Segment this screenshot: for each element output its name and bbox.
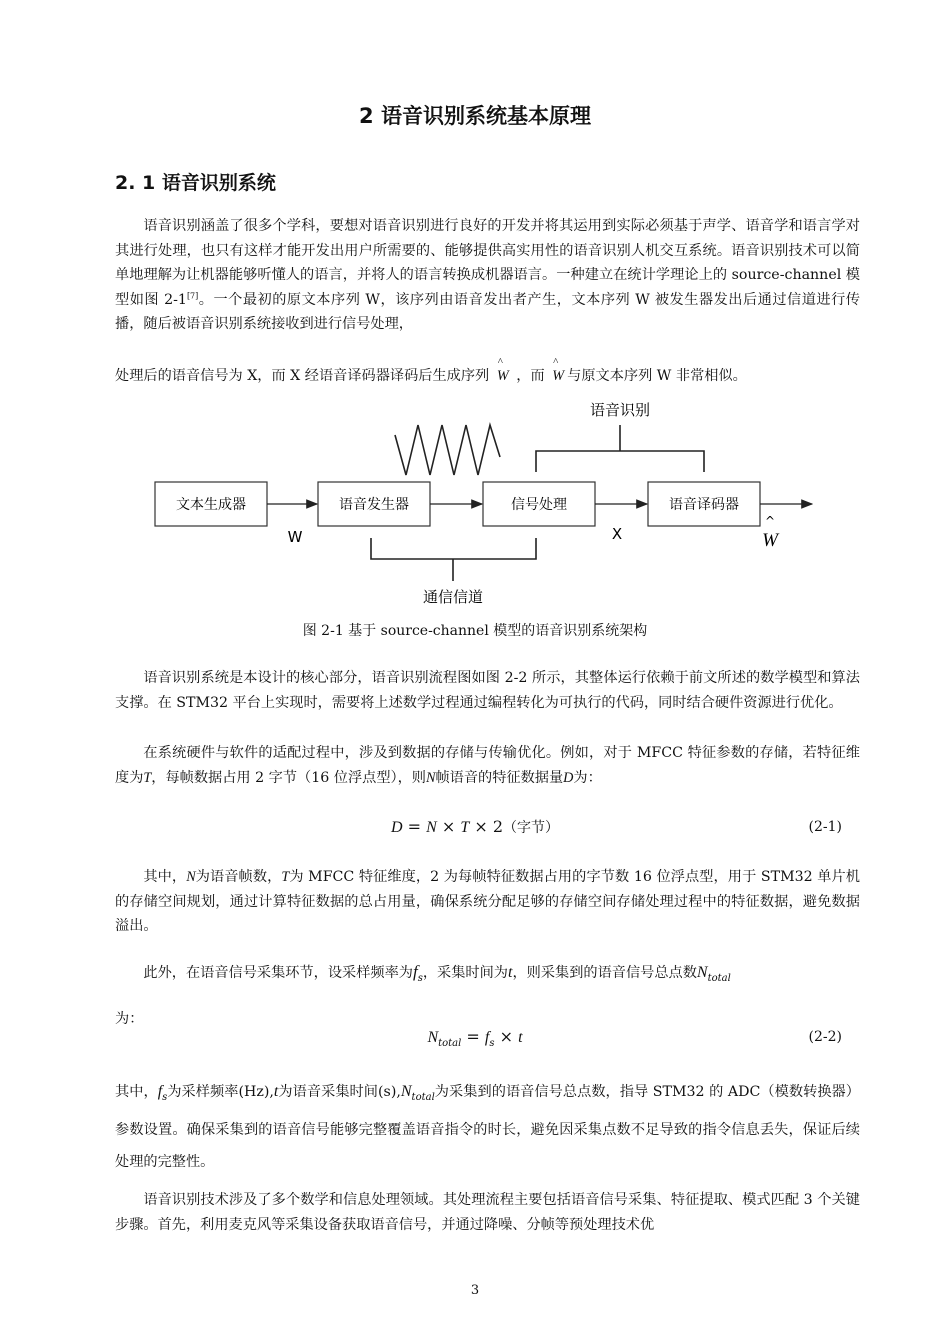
p3-text-c: 帧语音的特征数据量	[435, 769, 564, 786]
noise-zigzag	[395, 425, 500, 475]
p3-text-a: 在系统硬件与软件的适配过程中，涉及到数据的存储与传输优化。例如，对于 MFCC 特征参数的存储，若特征维度为	[115, 745, 860, 786]
p6-var-f: f	[157, 1083, 163, 1100]
intro-last-c: 与原文本序列 W 非常相似。	[567, 368, 747, 384]
p5-var-f: f	[412, 962, 418, 981]
paragraph-system-core: 语音识别系统是本设计的核心部分，语音识别流程图如图 2-2 所示，其整体运行依赖于前文所述的数学模型和算法支撑。在 STM32 平台上实现时，需要将上述数学过程通过编程转化为可执行的代码，同时结合硬件资源进行优化。	[115, 670, 860, 711]
bracket-top-label: 语音识别	[589, 401, 651, 419]
paragraph-intro	[115, 214, 860, 337]
paragraph-intro-last-line	[115, 356, 860, 389]
var-d: D	[563, 769, 574, 786]
p5-text-a: 此外，在语音信号采集环节，设采样频率为	[143, 965, 413, 981]
label-out-w: W	[762, 530, 778, 551]
intro-last-a: 处理后的语音信号为 X，而 X 经语音译码器译码后生成序列	[115, 368, 490, 384]
w-hat-symbol	[494, 356, 512, 389]
paragraph-tech-overview: 语音识别技术涉及了多个数学和信息处理领域。其处理流程主要包括语音信号采集、特征提取、模式匹配 3 个关键步骤。首先，利用麦克风等采集设备获取语音信号，并通过降噪、分帧等预处理技术优	[115, 1192, 860, 1233]
w-symbol: W	[496, 368, 509, 384]
bracket-bottom	[371, 538, 536, 559]
equation-2-1-number: (2-1)	[808, 819, 842, 835]
eq2-n: N	[427, 1029, 439, 1046]
figure-caption: 图 2-1 基于 source-channel 模型的语音识别系统架构	[302, 623, 648, 639]
p4-text-c: 为 MFCC 特征维度，2 为每帧特征数据占用的字节数 16 位浮点型，用于 STM32 单片机的存储空间规划，通过计算特征数据的总占用量，确保系统分配足够的存储空间存储处理过程中的特征数据，避免数据溢出。	[115, 869, 860, 934]
p5-sub-total: total	[707, 972, 731, 984]
intro-text-a: 语音识别涵盖了很多个学科，要想对语音识别进行良好的开发并将其运用到实际必须基于声学、语音学和语言学对其进行处理，也只有这样才能开发出用户所需要的、能够提供高实用性的语音识别人机交互系统。语音识别技术可以简单地理解为让机器能够听懂人的语言，并将人的语言转换成机器语言。一种建立在统计学理论上的 source-channel 模型如图 2-1	[115, 218, 860, 308]
equation-2-1-body	[0, 817, 950, 837]
label-out-hat: ^	[764, 514, 776, 528]
p3-text-b: ，每帧数据占用 2 字节（16 位浮点型），则	[151, 769, 426, 786]
p6-sub-total: total	[411, 1091, 435, 1103]
eq2-f: f	[484, 1029, 490, 1046]
hat-mark-2: ^	[553, 356, 559, 368]
eq1-unit: （字节）	[503, 820, 560, 836]
eq2-equals: =	[461, 1027, 485, 1046]
box-label-text-generator: 文本生成器	[176, 497, 246, 513]
p4-text-a: 其中，	[143, 869, 187, 885]
label-x: X	[611, 525, 623, 543]
p6-text-d: 为采集到的语音信号总点数，指导 STM32 的 ADC（模数转换器）参数设置。确保采集到的语音信号能够完整覆盖语音指令的时长，避免因采集点数不足导致的指令信息丢失，保证后续处理的完整性。	[115, 1084, 860, 1170]
eq1-n: N	[426, 819, 437, 836]
p6-sub-s: s	[162, 1091, 168, 1103]
bracket-bottom-label: 通信信道	[422, 588, 484, 606]
paragraph-sampling	[115, 952, 860, 1039]
eq1-t: T	[460, 819, 470, 836]
p4-text-b: 为语音帧数，	[195, 869, 282, 885]
figure-source-channel-diagram	[140, 395, 820, 610]
p5-var-n: N	[696, 964, 708, 981]
intro-text-b: 。一个最初的原文本序列 W，该序列由语音发出者产生，文本序列 W 被发生器发出后通过信道进行传播，随后被语音识别系统接收到进行信号处理，	[115, 291, 860, 332]
p6-text-a: 其中，	[115, 1084, 158, 1100]
p5-text-b: ，采集时间为	[422, 965, 508, 981]
eq2-sub-total: total	[438, 1038, 462, 1050]
eq2-times: ×	[494, 1027, 519, 1046]
box-label-speech-generator: 语音发生器	[339, 497, 409, 513]
eq2-t: t	[518, 1029, 523, 1046]
bracket-top	[536, 451, 704, 472]
eq1-two: 2	[492, 817, 504, 836]
eq1-equals: =	[402, 817, 427, 836]
p6-text-c: 为语音采集时间(s),	[278, 1084, 401, 1100]
p5-text-c: ，则采集到的语音信号总点数	[512, 965, 697, 981]
equation-2-2-body	[0, 1027, 950, 1049]
p5-text-d: 为：	[115, 1010, 144, 1027]
intro-last-b: ，而	[516, 368, 545, 384]
equation-2-2-number: (2-2)	[808, 1029, 842, 1045]
paragraph-where-n	[115, 865, 860, 939]
p6-text-b: 为采样频率(Hz),	[167, 1084, 274, 1100]
chapter-title: 2 语音识别系统基本原理	[359, 104, 591, 128]
eq2-sub-s: s	[489, 1038, 495, 1050]
box-label-signal-processing: 信号处理	[511, 497, 567, 513]
citation-ref[interactable]: [7]	[186, 290, 199, 300]
p5-var-t: t	[507, 964, 513, 981]
p4-var-t: T	[281, 869, 290, 885]
paragraph-storage	[115, 741, 860, 790]
p3-text-d: 为：	[573, 769, 602, 786]
w-hat-symbol-2	[549, 356, 567, 389]
p6-var-t: t	[273, 1083, 279, 1100]
p6-var-n: N	[400, 1083, 412, 1100]
eq1-times-2: ×	[469, 817, 493, 836]
eq1-times-1: ×	[436, 817, 461, 836]
section-title: 2. 1 语音识别系统	[115, 172, 276, 194]
w-symbol-2: W	[552, 368, 565, 384]
p4-var-n: N	[186, 869, 196, 885]
box-label-speech-decoder: 语音译码器	[669, 497, 739, 513]
paragraph-where-fs	[115, 1076, 860, 1178]
eq1-d: D	[390, 819, 403, 836]
p5-sub-s: s	[417, 972, 423, 984]
page-number: 3	[470, 1283, 480, 1298]
var-t: T	[143, 769, 152, 786]
var-n: N	[425, 769, 436, 786]
label-w: W	[287, 528, 303, 546]
hat-mark: ^	[497, 356, 503, 368]
